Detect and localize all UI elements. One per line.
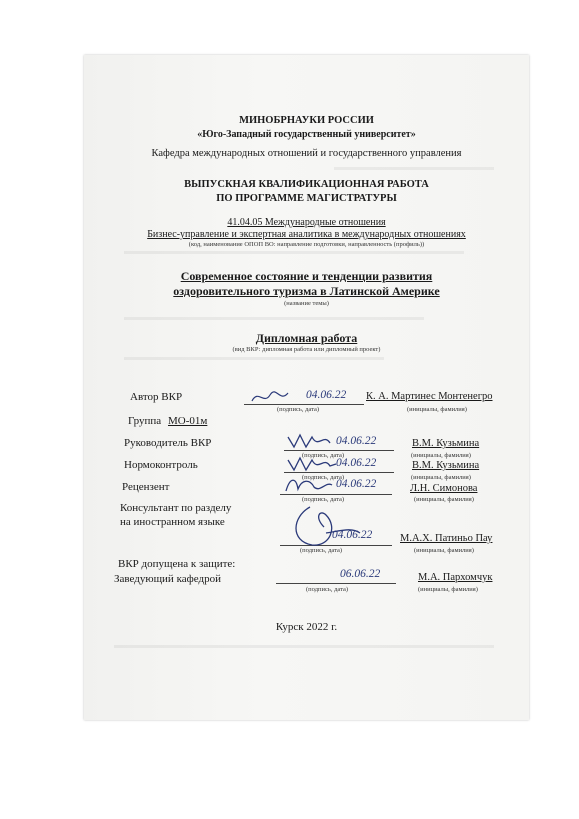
admission-date: 06.06.22 xyxy=(340,568,381,580)
bleed-through-mark xyxy=(334,167,494,170)
normcontrol-name: В.М. Кузьмина xyxy=(412,460,480,471)
bleed-through-mark xyxy=(124,251,464,254)
normcontrol-label: Нормоконтроль xyxy=(124,459,198,471)
reviewer-label: Рецензент xyxy=(122,481,170,493)
bleed-through-mark xyxy=(124,357,384,360)
consultant-label-line1: Консультант по разделу xyxy=(120,502,232,514)
author-date: 04.06.22 xyxy=(306,389,347,401)
work-kind-hint: (вид ВКР: дипломная работа или дипломный проект) xyxy=(232,346,381,353)
author-name: К. А. Мартинес Монтенегро xyxy=(366,391,493,402)
thesis-title-hint: (название темы) xyxy=(284,300,329,307)
group-value: МО-01м xyxy=(168,415,208,427)
admission-label-line2: Заведующий кафедрой xyxy=(114,573,221,585)
author-label: Автор ВКР xyxy=(130,391,183,403)
normcontrol-sign-hint: (подпись, дата) xyxy=(302,474,345,481)
author-sign-hint: (подпись, дата) xyxy=(277,406,320,413)
document-page xyxy=(84,55,529,720)
work-type-line1: ВЫПУСКНАЯ КВАЛИФИКАЦИОННАЯ РАБОТА xyxy=(184,179,429,190)
reviewer-sign-hint: (подпись, дата) xyxy=(302,496,345,503)
admission-sign-hint: (подпись, дата) xyxy=(306,586,349,593)
consultant-sign-hint: (подпись, дата) xyxy=(300,547,343,554)
admission-name: М.А. Пархомчук xyxy=(418,572,493,583)
thesis-title-line1: Современное состояние и тенденции развития xyxy=(180,269,433,283)
admission-label-line1: ВКР допущена к защите: xyxy=(118,558,236,570)
consultant-label-line2: на иностранном языке xyxy=(120,516,225,528)
bleed-through-mark xyxy=(114,645,494,648)
admission-name-hint: (инициалы, фамилия) xyxy=(418,586,478,593)
supervisor-name: В.М. Кузьмина xyxy=(412,438,480,449)
university-name: «Юго-Западный государственный университет» xyxy=(197,129,416,140)
reviewer-date: 04.06.22 xyxy=(336,478,377,490)
consultant-name-hint: (инициалы, фамилия) xyxy=(414,547,474,554)
reviewer-name-hint: (инициалы, фамилия) xyxy=(414,496,474,503)
consultant-name: М.А.Х. Патиньо Пау xyxy=(400,533,493,544)
thesis-title-line2: оздоровительного туризма в Латинской Америке xyxy=(173,284,440,298)
consultant-signature-mark xyxy=(280,503,392,549)
admission-signature-line xyxy=(276,583,396,584)
city-year: Курск 2022 г. xyxy=(275,621,338,633)
department-name: Кафедра международных отношений и государственного управления xyxy=(151,148,462,159)
group-label: Группа xyxy=(128,415,162,427)
work-type-line2: ПО ПРОГРАММЕ МАГИСТРАТУРЫ xyxy=(216,193,397,204)
supervisor-name-hint: (инициалы, фамилия) xyxy=(411,452,471,459)
normcontrol-date: 04.06.22 xyxy=(336,457,377,469)
program-name: Бизнес-управление и экспертная аналитика в международных отношениях xyxy=(147,229,466,240)
supervisor-date: 04.06.22 xyxy=(336,435,377,447)
ministry-heading: МИНОБРНАУКИ РОССИИ xyxy=(239,115,374,126)
supervisor-label: Руководитель ВКР xyxy=(124,437,212,449)
author-name-hint: (инициалы, фамилия) xyxy=(407,406,467,413)
reviewer-name: Л.Н. Симонова xyxy=(410,483,478,494)
work-kind: Дипломная работа xyxy=(255,331,358,345)
bleed-through-mark xyxy=(124,317,424,320)
normcontrol-name-hint: (инициалы, фамилия) xyxy=(411,474,471,481)
direction-code: 41.04.05 Международные отношения xyxy=(227,217,386,228)
program-hint: (код, наименование ОПОП ВО: направление подготовки, направленность (профиль)) xyxy=(188,241,425,248)
supervisor-sign-hint: (подпись, дата) xyxy=(302,452,345,459)
consultant-date: 04.06.22 xyxy=(332,529,373,541)
